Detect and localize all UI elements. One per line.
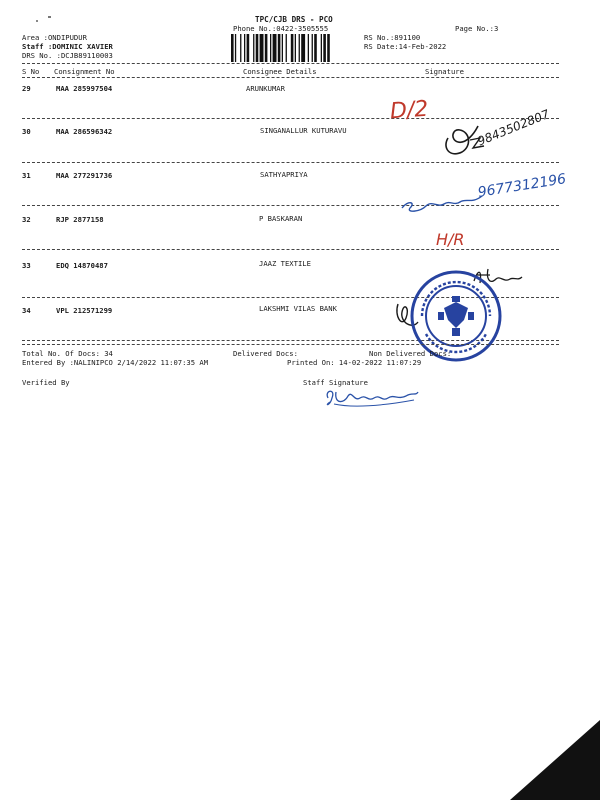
rs-date: RS Date:14-Feb-2022 (364, 42, 447, 51)
row-consignment: MAA 277291736 (56, 171, 113, 180)
row-consignee: P BASKARAN (259, 214, 303, 223)
row-consignment: VPL 212571299 (56, 306, 113, 315)
staff-signature (322, 384, 422, 412)
handwritten-phone-row30: 9843502807 (475, 106, 552, 149)
handwritten-note-row29: D/2 (389, 96, 430, 125)
scan-speck (48, 16, 51, 18)
staff-label: Staff :DOMINIC XAVIER (22, 42, 113, 51)
drs-number: DRS No. :DCJB89110003 (22, 51, 113, 60)
column-consignment: Consignment No (54, 67, 115, 76)
divider (22, 63, 559, 64)
staff-signature-label: Staff Signature (303, 378, 368, 387)
verified-by: Verified By (22, 378, 70, 387)
column-signature: Signature (425, 67, 464, 76)
column-consignee: Consignee Details (243, 67, 317, 76)
signature-row31 (398, 186, 488, 218)
handwritten-note-row32: H/R (436, 230, 465, 249)
phone-number: Phone No.:0422-3505555 (233, 24, 329, 33)
row-consignment: RJP 2877158 (56, 215, 104, 224)
delivered-docs: Delivered Docs: (233, 349, 298, 358)
scan-speck (36, 20, 38, 22)
barcode-image (231, 34, 359, 62)
row-consignee: SINGANALLUR KUTURAVU (260, 126, 347, 135)
divider (22, 344, 559, 345)
row-consignee: JAAZ TEXTILE (259, 259, 311, 268)
scan-shadow-corner (510, 720, 600, 800)
row-consignee: SATHYAPRIYA (260, 170, 308, 179)
divider (22, 77, 559, 78)
row-divider (22, 249, 559, 250)
entered-by: Entered By :NALINIPCO 2/14/2022 11:07:35 AM (22, 358, 209, 367)
page-number: Page No.:3 (455, 24, 499, 33)
row-sno: 33 (22, 261, 31, 270)
handwritten-phone-row31: 9677312196 (476, 171, 568, 201)
document-title: TPC/CJB DRS - PCO (255, 15, 333, 24)
column-sno: S No (22, 67, 40, 76)
row-divider (22, 162, 559, 163)
row-consignment: MAA 286596342 (56, 127, 113, 136)
row-sno: 31 (22, 171, 31, 180)
row-consignee: ARUNKUMAR (246, 84, 285, 93)
row-consignment: MAA 285997504 (56, 84, 113, 93)
printed-on: Printed On: 14-02-2022 11:07:29 (287, 358, 422, 367)
rs-number: RS No.:891100 (364, 33, 421, 42)
non-delivered-docs: Non Delivered Docs: (369, 349, 452, 358)
row-sno: 29 (22, 84, 31, 93)
total-docs: Total No. Of Docs: 34 (22, 349, 113, 358)
row-sno: 30 (22, 127, 31, 136)
row-sno: 34 (22, 306, 31, 315)
row-sno: 32 (22, 215, 31, 224)
row-consignee: LAKSHMI VILAS BANK (259, 304, 337, 313)
row-consignment: EDQ 14870487 (56, 261, 108, 270)
area-label: Area :ONDIPUDUR (22, 33, 87, 42)
